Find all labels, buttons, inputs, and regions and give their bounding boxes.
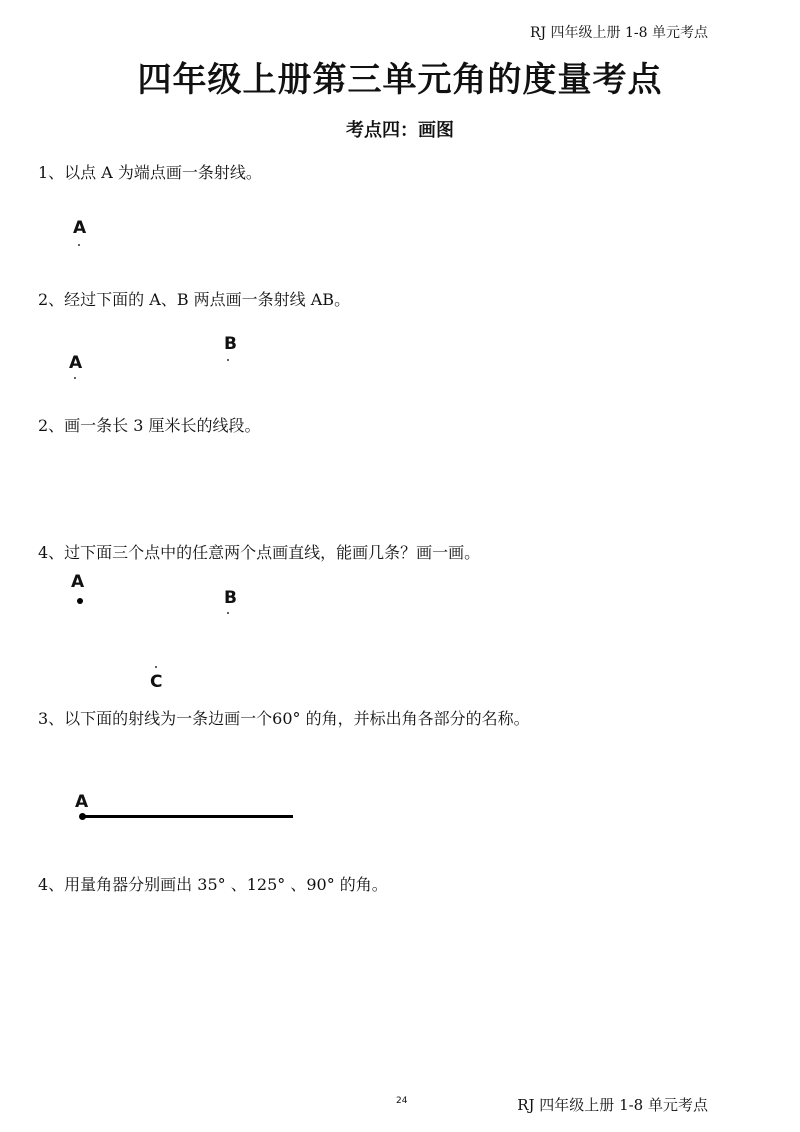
question-6-text: 4、用量角器分别画出 35° 、125° 、90° 的角。 <box>38 875 388 894</box>
q2-point-b-dot <box>227 359 229 361</box>
running-footer: RJ 四年级上册 1-8 单元考点 <box>517 1096 708 1114</box>
page-number: 24 <box>396 1096 408 1106</box>
q4-point-b-label: B <box>224 588 237 608</box>
q4-point-a-dot <box>77 598 83 604</box>
page-title: 四年级上册第三单元角的度量考点 <box>137 60 663 100</box>
question-1-text: 1、以点 A 为端点画一条射线。 <box>38 163 262 182</box>
question-5-text: 3、以下面的射线为一条边画一个60° 的角，并标出角各部分的名称。 <box>38 709 530 728</box>
q5-ray-line <box>82 815 293 818</box>
q2-point-a-dot <box>74 377 76 379</box>
q1-point-a-dot <box>78 244 80 246</box>
q4-point-b-dot <box>227 612 229 614</box>
question-4-text: 4、过下面三个点中的任意两个点画直线，能画几条？画一画。 <box>38 543 481 562</box>
q2-point-a-label: A <box>69 353 83 373</box>
q4-point-a-label: A <box>71 572 85 592</box>
running-header: RJ 四年级上册 1-8 单元考点 <box>529 25 708 41</box>
q2-point-b-label: B <box>224 334 237 354</box>
q1-point-a-label: A <box>73 218 87 238</box>
q5-point-a-label: A <box>75 792 89 812</box>
section-subtitle: 考点四：画图 <box>346 120 454 141</box>
q4-point-c-label: C <box>150 672 163 692</box>
q4-point-c-dot <box>155 666 157 668</box>
question-2-text: 2、经过下面的 A、B 两点画一条射线 AB。 <box>38 290 351 309</box>
question-3-text: 2、画一条长 3 厘米长的线段。 <box>38 416 261 435</box>
